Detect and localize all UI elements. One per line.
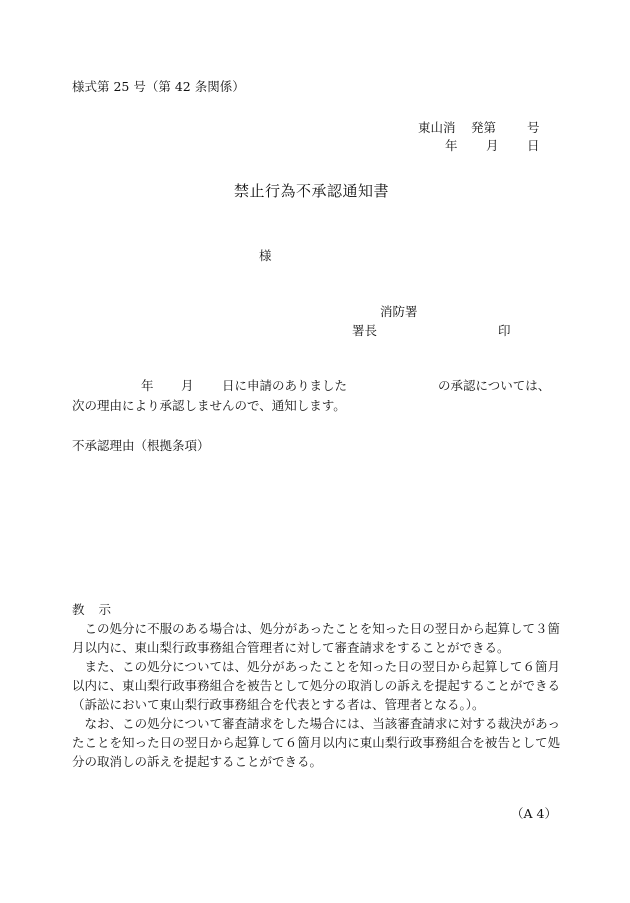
body-approval-clause: の承認については、 <box>438 378 551 393</box>
date-month: 月 <box>486 138 499 153</box>
date-year: 年 <box>445 138 458 153</box>
body-notification-line: 次の理由により承認しませんので、通知します。 <box>72 398 346 413</box>
body-year: 年 <box>141 378 154 393</box>
date-day: 日 <box>527 138 540 153</box>
station-chief-label: 署長 <box>352 323 378 338</box>
document-title: 禁止行為不承認通知書 <box>234 182 390 200</box>
body-day-clause: 日に申請のありました <box>222 378 348 393</box>
notice-heading <box>72 602 111 618</box>
notice-paragraph-1: この処分に不服のある場合は、処分があったことを知った日の翌日から起算して３箇月以内に、東山梨行政事務組合管理者に対して審査請求をすることができる。 <box>72 621 560 655</box>
notice-paragraph-2: また、この処分については、処分があったことを知った日の翌日から起算して６箇月以内に、東山梨行政事務組合を被告として処分の取消しの訴えを提起することができる（訴訟において東山梨行政事務組合を代表とする者は、管理者となる。）。 <box>72 659 560 712</box>
ref-number-suffix: 号 <box>527 120 540 135</box>
ref-issue: 発第 <box>471 120 497 135</box>
body-month: 月 <box>181 378 194 393</box>
ref-office: 東山消 <box>418 120 456 135</box>
notice-paragraph-3: なお、この処分について審査請求をした場合には、当該審査請求に対する裁決があったことを知った日の翌日から起算して６箇月以内に東山梨行政事務組合を被告として処分の取消しの訴えを提起することができる。 <box>72 716 560 769</box>
notice-heading-char-2: 示 <box>98 602 112 617</box>
form-number: 様式第 25 号（第 42 条関係） <box>72 79 245 94</box>
fire-station-name: 消防署 <box>380 304 418 319</box>
addressee-suffix: 様 <box>259 248 272 263</box>
seal-mark: 印 <box>498 323 511 338</box>
notice-body <box>72 619 560 771</box>
reason-label: 不承認理由（根拠条項） <box>72 438 210 453</box>
paper-size-label: （A 4） <box>511 806 557 821</box>
notice-heading-char-1: 教 <box>72 602 85 617</box>
